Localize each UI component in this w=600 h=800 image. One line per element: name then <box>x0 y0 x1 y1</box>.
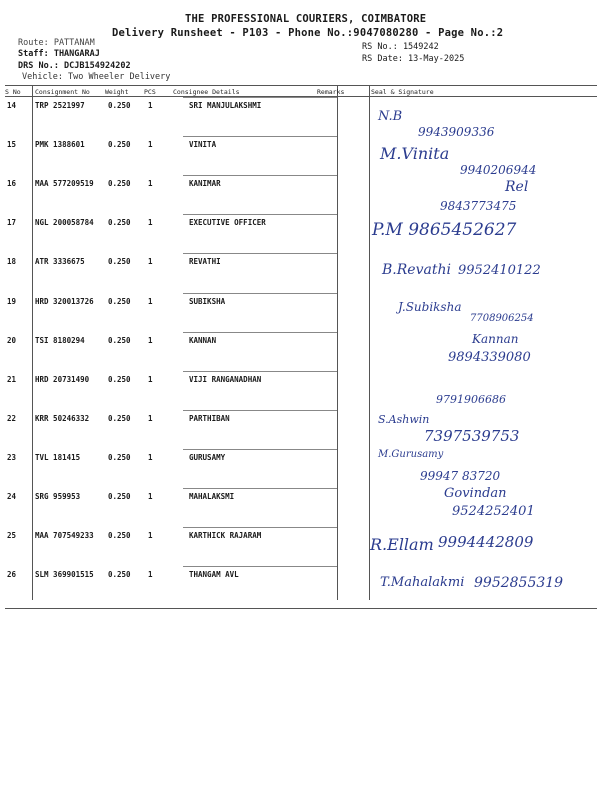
consignee-box-border <box>183 136 337 137</box>
table-row <box>5 214 597 253</box>
row-sno: 23 <box>7 452 17 462</box>
row-consignment-no: ATR 3336675 <box>35 257 85 267</box>
row-consignment-no: HRD 20731490 <box>35 374 90 384</box>
table-row <box>5 488 597 527</box>
row-weight: 0.250 <box>108 101 131 110</box>
consignee-box-border <box>183 293 337 294</box>
row-sno: 26 <box>7 570 17 580</box>
consignee-box-border <box>183 97 337 98</box>
col-header-pcs: PCS <box>144 88 156 96</box>
row-weight: 0.250 <box>108 257 131 267</box>
row-consignment-no: NGL 200058784 <box>35 218 94 228</box>
table-row <box>5 332 597 371</box>
handwritten-phone: 7708906254 <box>470 312 534 324</box>
handwritten-signature: Kannan <box>472 331 519 346</box>
row-weight: 0.250 <box>108 413 131 423</box>
row-sno: 17 <box>7 218 17 228</box>
row-sno: 22 <box>7 413 17 423</box>
staff-label: Staff: THANGARAJ <box>18 49 100 59</box>
handwritten-signature: P.M 9865452627 <box>372 220 517 241</box>
handwritten-signature: S.Ashwin <box>378 412 430 426</box>
table-row <box>5 136 597 178</box>
row-consignee: VIJI RANGANADHAN <box>189 374 262 384</box>
row-sno: 20 <box>7 335 17 345</box>
row-sno: 25 <box>7 531 17 541</box>
row-weight: 0.250 <box>108 492 131 501</box>
row-sno: 16 <box>7 179 17 189</box>
row-weight: 0.250 <box>108 140 131 150</box>
consignee-box-border <box>183 410 337 411</box>
row-consignment-no: KRR 50246332 <box>35 413 90 423</box>
handwritten-phone: 9791906686 <box>436 392 506 406</box>
handwritten-phone: 9994442809 <box>438 533 534 552</box>
row-consignment-no: MAA 577209519 <box>35 179 94 189</box>
table-row <box>5 566 597 605</box>
row-weight: 0.250 <box>108 374 131 384</box>
consignee-box-border <box>183 175 337 176</box>
row-pcs: 1 <box>148 413 153 423</box>
table-row <box>5 293 597 332</box>
col-header-seal: Seal & Signature <box>371 88 434 96</box>
handwritten-signature: R.Ellam <box>370 535 434 555</box>
consignee-box-border <box>183 488 337 489</box>
row-sno: 19 <box>7 296 17 306</box>
company-title: THE PROFESSIONAL COURIERS, COIMBATORE <box>185 13 427 25</box>
row-consignment-no: SLM 369901515 <box>35 570 94 580</box>
consignee-box-border <box>183 371 337 372</box>
row-weight: 0.250 <box>108 296 131 306</box>
row-sno: 18 <box>7 257 17 267</box>
row-pcs: 1 <box>148 492 153 501</box>
row-weight: 0.250 <box>108 335 131 345</box>
handwritten-signature: M.Gurusamy <box>378 448 444 460</box>
row-consignment-no: MAA 707549233 <box>35 531 94 541</box>
handwritten-phone: 99947 83720 <box>420 468 501 483</box>
row-consignee: SRI MANJULAKSHMI <box>189 101 262 110</box>
row-weight: 0.250 <box>108 179 131 189</box>
row-consignment-no: TRP 2521997 <box>35 101 85 110</box>
table-row <box>5 410 597 449</box>
row-weight: 0.250 <box>108 218 131 228</box>
row-pcs: 1 <box>148 218 153 228</box>
runsheet-table <box>5 85 597 605</box>
handwritten-signature: Rel <box>505 179 529 196</box>
row-sno: 24 <box>7 492 17 501</box>
handwritten-phone: 9524252401 <box>452 504 535 519</box>
handwritten-signature: Govindan <box>444 486 507 501</box>
row-pcs: 1 <box>148 452 153 462</box>
consignee-box-border <box>183 253 337 254</box>
row-consignee: THANGAM AVL <box>189 570 239 580</box>
row-sno: 14 <box>7 101 17 110</box>
consignee-box-border <box>183 449 337 450</box>
row-weight: 0.250 <box>108 452 131 462</box>
col-header-weight: Weight <box>105 88 129 96</box>
row-pcs: 1 <box>148 257 153 267</box>
row-consignment-no: SRG 959953 <box>35 492 81 501</box>
row-consignee: GURUSAMY <box>189 452 226 462</box>
runsheet-title: Delivery Runsheet - P103 - Phone No.:9047080280 - Page No.:2 <box>112 27 504 39</box>
row-pcs: 1 <box>148 296 153 306</box>
handwritten-phone: 9940206944 <box>460 163 537 178</box>
rs-date: RS Date: 13-May-2025 <box>362 54 465 64</box>
row-consignee: KANNAN <box>189 335 217 345</box>
drs-number: DRS No.: DCJB154924202 <box>18 61 131 71</box>
col-header-remarks: Remarks <box>317 88 345 96</box>
row-consignee: REVATHI <box>189 257 221 267</box>
row-consignee: KARTHICK RAJARAM <box>189 531 262 541</box>
handwritten-signature: B.Revathi <box>382 262 451 279</box>
handwritten-phone: 9894339080 <box>448 349 531 365</box>
row-weight: 0.250 <box>108 531 131 541</box>
row-consignee: SUBIKSHA <box>189 296 226 306</box>
row-consignment-no: TVL 181415 <box>35 452 81 462</box>
handwritten-phone: 9952855319 <box>474 575 564 592</box>
table-bottom-border <box>5 608 597 609</box>
row-sno: 15 <box>7 140 17 150</box>
col-header-consignment: Consignment No <box>35 88 90 96</box>
row-sno: 21 <box>7 374 17 384</box>
row-consignee: MAHALAKSMI <box>189 492 235 501</box>
row-consignment-no: PMK 1388601 <box>35 140 85 150</box>
row-weight: 0.250 <box>108 570 131 580</box>
row-consignee: VINITA <box>189 140 217 150</box>
table-row <box>5 449 597 488</box>
table-row <box>5 371 597 410</box>
handwritten-signature: M.Vinita <box>380 144 450 164</box>
row-consignee: KANIMAR <box>189 179 221 189</box>
handwritten-signature: N.B <box>378 109 403 124</box>
row-consignee: EXECUTIVE OFFICER <box>189 218 266 228</box>
vehicle-label: Vehicle: Two Wheeler Delivery <box>22 72 171 82</box>
handwritten-signature: J.Subiksha <box>398 299 462 314</box>
consignee-box-border <box>183 332 337 333</box>
handwritten-phone: 9952410122 <box>458 263 541 279</box>
table-row <box>5 175 597 214</box>
handwritten-signature: T.Mahalakmi <box>380 575 465 591</box>
row-pcs: 1 <box>148 140 153 150</box>
row-consignee: PARTHIBAN <box>189 413 230 423</box>
consignee-box-border <box>183 566 337 567</box>
row-pcs: 1 <box>148 179 153 189</box>
table-row <box>5 527 597 566</box>
rs-number: RS No.: 1549242 <box>362 42 439 52</box>
col-header-sno: S No <box>5 88 21 96</box>
row-pcs: 1 <box>148 570 153 580</box>
handwritten-phone: 7397539753 <box>424 426 520 445</box>
row-pcs: 1 <box>148 374 153 384</box>
row-pcs: 1 <box>148 101 153 110</box>
table-row <box>5 253 597 292</box>
consignee-box-border <box>183 527 337 528</box>
row-consignment-no: HRD 320013726 <box>35 296 94 306</box>
table-top-border <box>5 85 597 86</box>
row-pcs: 1 <box>148 335 153 345</box>
table-row <box>5 97 597 139</box>
handwritten-phone: 9843773475 <box>440 199 517 214</box>
route-label: Route: PATTANAM <box>18 38 95 48</box>
row-pcs: 1 <box>148 531 153 541</box>
row-consignment-no: TSI 8180294 <box>35 335 85 345</box>
consignee-box-border <box>183 214 337 215</box>
col-header-consignee: Consignee Details <box>173 88 240 96</box>
handwritten-phone: 9943909336 <box>418 125 495 139</box>
